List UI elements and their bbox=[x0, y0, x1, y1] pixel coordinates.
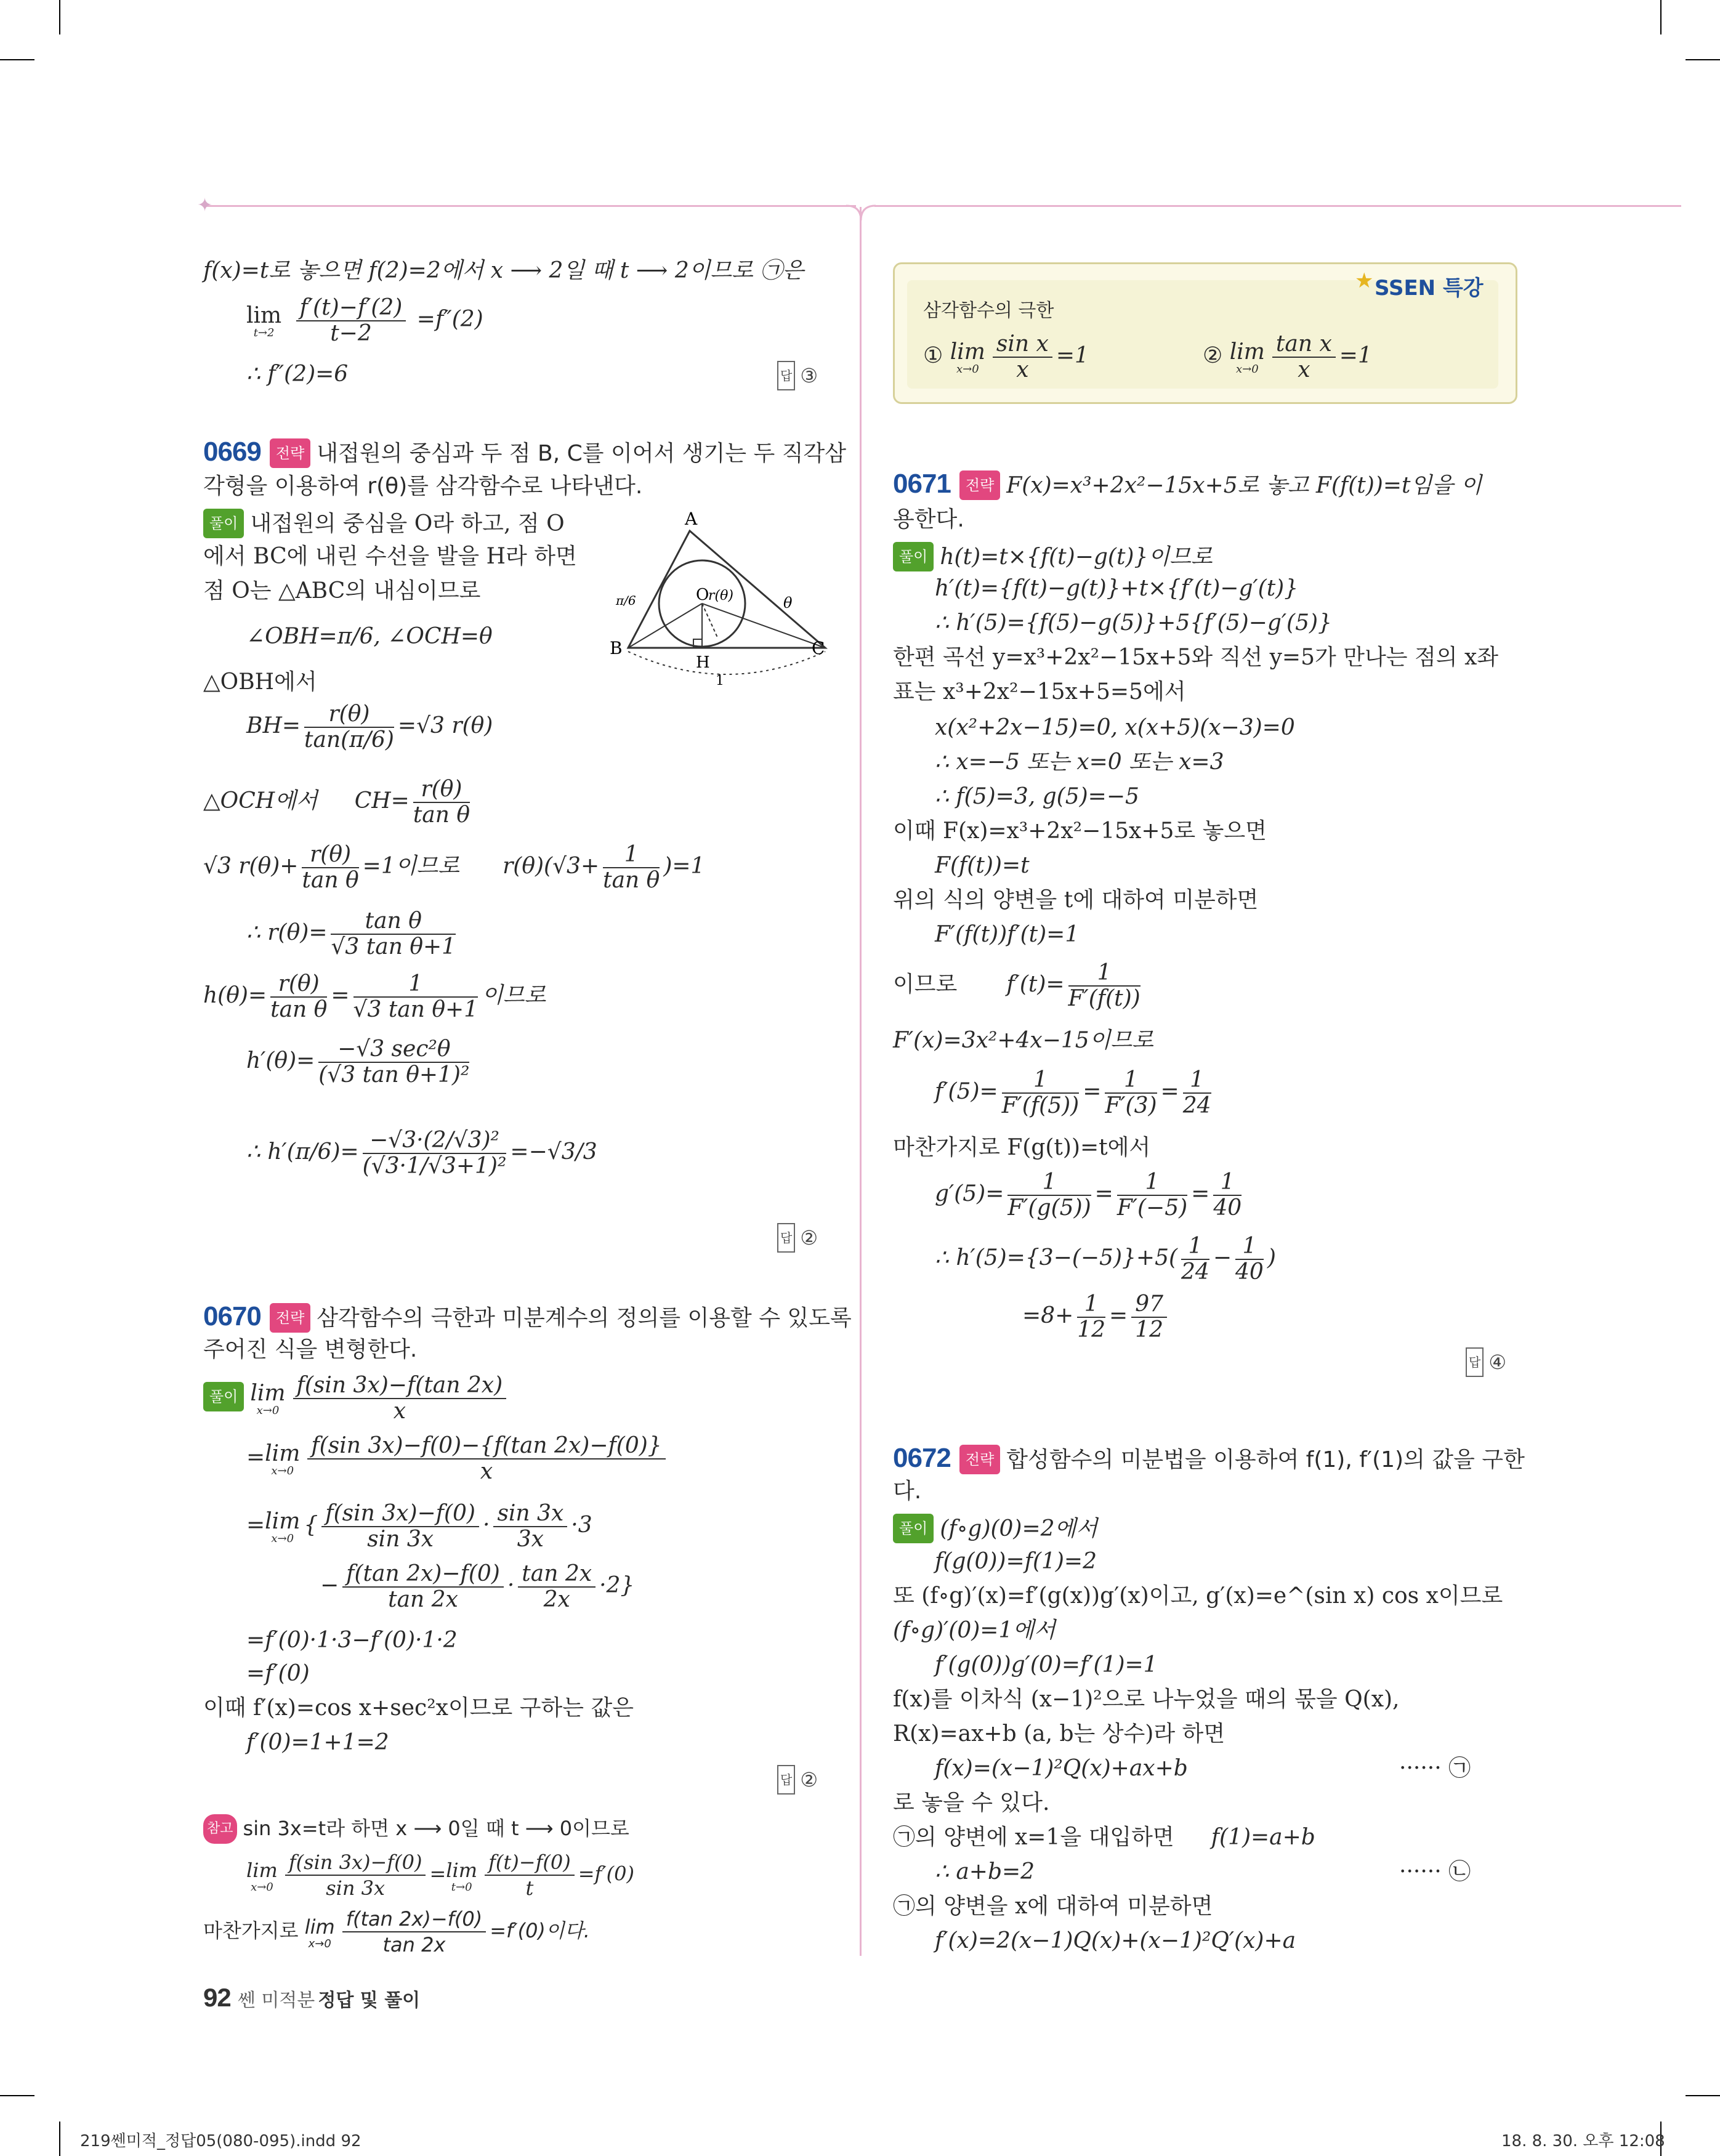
problem-0670-note1: 참고 sin 3x=t라 하면 x ⟶ 0일 때 t ⟶ 0이므로 bbox=[203, 1814, 629, 1844]
problem-0671-r6: x(x²+2x−15)=0, x(x+5)(x−3)=0 bbox=[935, 715, 1295, 740]
problem-0670-line7: 이때 f′(x)=cos x+sec²x이므로 구하는 값은 bbox=[203, 1695, 634, 1721]
problem-0671-r18: ∴ h′(5)={3−(−5)}+5( $\frac{1}{24}$ − $\frac{1}{40}$ ) bbox=[935, 1233, 1276, 1285]
problem-0671-r11: 위의 식의 양변을 t에 대하여 미분하면 bbox=[893, 887, 1259, 913]
problem-0672-q11: ∴ a+b=2 bbox=[935, 1859, 1035, 1884]
problem-0669-r: ∴ r(θ)= $\frac{\text{tan θ}}{\text{√3 tan θ+1}}$ bbox=[246, 908, 456, 959]
label-pi6: π/6 bbox=[616, 593, 636, 608]
page-footer bbox=[203, 1983, 420, 2013]
problem-0672-q4: (f∘g)′(0)=1에서 bbox=[893, 1618, 1056, 1643]
top-rule-right bbox=[874, 205, 1681, 207]
problem-0670-line2: = lim x→0 $\frac{f(\sin 3x)-f(0)-\{f(\tan 2x)-f(0)\}}{x}$ bbox=[246, 1434, 669, 1484]
star-icon: ✦ bbox=[197, 195, 213, 216]
answer-badge: 답 ④ bbox=[1466, 1347, 1506, 1377]
problem-0669-sol2: 에서 BC에 내린 수선을 발을 H라 하면 bbox=[203, 544, 577, 569]
star-icon: ★ bbox=[1355, 268, 1374, 293]
problem-0672-q13: f′(x)=2(x−1)Q(x)+(x−1)²Q′(x)+a bbox=[935, 1928, 1296, 1953]
problem-0671-r9: 이때 F(x)=x³+2x²−15x+5로 놓으면 bbox=[893, 818, 1267, 844]
problem-0671-r15: f′(5)= $\frac{1}{F'(f(5))}$ = $\frac{1}{F'(3)}$ = $\frac{1}{24}$ bbox=[935, 1067, 1211, 1118]
problem-0671-r19: =8+ $\frac{1}{12}$ = $\frac{97}{12}$ bbox=[1022, 1292, 1171, 1342]
problem-0669-obh: △OBH에서 bbox=[203, 669, 317, 695]
incircle-triangle-figure bbox=[610, 506, 831, 691]
problem-0670-line1: 풀이 lim x→0 $\frac{f(\sin 3x)-f(\tan 2x)}{x}$ bbox=[203, 1373, 510, 1424]
problem-0672-q12: ㉠의 양변을 x에 대하여 미분하면 bbox=[893, 1894, 1213, 1919]
label-theta: θ bbox=[783, 594, 793, 612]
problem-0672-q10: ㉠의 양변에 x=1을 대입하면 f(1)=a+b bbox=[893, 1825, 1315, 1850]
problem-0672-q5: f′(g(0))g′(0)=f′(1)=1 bbox=[935, 1652, 1158, 1678]
problem-0671-header: 0671 전략 F(x)=x³+2x²−15x+5로 놓고 F(f(t))=t임을 이 bbox=[893, 469, 1482, 499]
problem-0672-header: 0672 전략 합성함수의 미분법을 이용하여 f(1), f′(1)의 값을 구한 bbox=[893, 1443, 1525, 1473]
problem-0670-line3: = lim x→0 { $\frac{f(\sin 3x)-f(0)}{\sin 3x}$ · $\frac{\sin 3x}{3x}$ ·3 bbox=[246, 1501, 592, 1552]
problem-0672-q6: f(x)를 이차식 (x−1)²으로 나누었을 때의 몫을 Q(x), bbox=[893, 1687, 1400, 1712]
problem-0669-result: ∴ h′(π/6)= $\frac{\text{−√3·(2/√3)²}}{\text{(√3·1/√3+1)²}}$ =−√3/3 bbox=[246, 1128, 597, 1179]
problem-0669-hprime: h′(θ)= −√3 sec²θ (√3 tan θ+1)² bbox=[246, 1036, 470, 1088]
problem-0671-r17: g′(5)= $\frac{1}{F'(g(5))}$ = $\frac{1}{F'(-5)}$ = $\frac{1}{40}$ bbox=[935, 1169, 1242, 1221]
problem-0672-q2: f(g(0))=f(1)=2 bbox=[935, 1549, 1097, 1574]
column-divider bbox=[860, 207, 862, 1956]
problem-0672-q1: 풀이 (f∘g)(0)=2에서 bbox=[893, 1514, 1097, 1543]
divider-curl bbox=[844, 197, 878, 222]
problem-0670-note2: lim x→0 $\frac{f(\sin 3x)-f(0)}{\sin 3x}$ = lim t→0 $\frac{f(t)-f(0)}{t}$ =f′(0) bbox=[246, 1851, 634, 1900]
problem-0671-r5: 표는 x³+2x²−15x+5=5에서 bbox=[893, 679, 1186, 705]
problem-0672-mark2: ······ ㉡ bbox=[1399, 1859, 1471, 1884]
print-file: 219쎈미적_정답05(080-095).indd 92 bbox=[80, 2132, 361, 2150]
problem-0671-r14: F′(x)=3x²+4x−15이므로 bbox=[893, 1028, 1154, 1053]
problem-0669-bh: BH= $\frac{r(\theta)}{\tan(\pi/6)}$ =√3 r(θ) bbox=[246, 701, 493, 753]
tip-formula-tan: ② lim x→0 $\frac{\text{tan x}}{x}$ =1 bbox=[1203, 331, 1372, 382]
problem-0670-line6: =f′(0) bbox=[246, 1661, 310, 1686]
problem-0670-strategy2: 주어진 식을 변형한다. bbox=[203, 1337, 418, 1362]
label-c: C bbox=[812, 638, 825, 658]
problem-0670-line5: =f′(0)·1·3−f′(0)·1·2 bbox=[246, 1628, 458, 1653]
label-o: O bbox=[696, 586, 709, 604]
problem-0672-q9: 로 놓을 수 있다. bbox=[893, 1790, 1050, 1815]
problem-0672-q3: 또 (f∘g)′(x)=f′(g(x))g′(x)이고, g′(x)=e^(sin x) cos x이므로 bbox=[893, 1583, 1503, 1609]
base-arc bbox=[628, 652, 825, 674]
problem-0670-line4: − $\frac{f(\tan 2x)-f(0)}{\tan 2x}$ · $\frac{\tan 2x}{2x}$ ·2} bbox=[320, 1561, 635, 1612]
left-top-line1: f(x)=t로 놓으면 f(2)=2에서 x ⟶ 2일 때 t ⟶ 2이므로 ㉠은 bbox=[203, 258, 804, 283]
problem-0671-r8: ∴ f(5)=3, g(5)=−5 bbox=[935, 784, 1139, 809]
problem-0670-line8: f′(0)=1+1=2 bbox=[246, 1730, 389, 1755]
problem-0671-r7: ∴ x=−5 또는 x=0 또는 x=3 bbox=[935, 749, 1224, 775]
problem-0669-h: h(θ)= $\frac{r(\theta)}{\text{tan θ}}$ = $\frac{1}{\text{√3 tan θ+1}}$ 이므로 bbox=[203, 971, 546, 1022]
answer-badge: 답 ② bbox=[777, 1223, 818, 1253]
problem-0671-r3: ∴ h′(5)={f(5)−g(5)}+5{f′(5)−g′(5)} bbox=[935, 610, 1332, 636]
problem-0671-r2: h′(t)={f(t)−g(t)}+t×{f′(t)−g′(t)} bbox=[935, 576, 1299, 601]
problem-0672-q7: R(x)=ax+b (a, b는 상수)라 하면 bbox=[893, 1721, 1225, 1746]
problem-0672-q8: f(x)=(x−1)²Q(x)+ax+b bbox=[935, 1756, 1188, 1781]
ssen-badge: SSEN 특강 bbox=[1375, 276, 1484, 301]
title-mark: 쎈 미적분 bbox=[237, 1990, 315, 2011]
problem-0669-sol1: 풀이 내접원의 중심을 O라 하고, 점 O bbox=[203, 509, 565, 538]
label-a: A bbox=[685, 509, 698, 529]
tip-title: 삼각함수의 극한 bbox=[923, 300, 1054, 321]
problem-0669-sum: √3 r(θ)+ $\frac{r(\theta)}{\text{tan θ}}$ =1이므로 r(θ)(√3+ $\frac{1}{\text{tan θ}}$ )=1 bbox=[203, 842, 705, 893]
answer-badge: 답 ② bbox=[777, 1765, 818, 1795]
footer-label: 정답 및 풀이 bbox=[318, 1990, 421, 2011]
problem-0669-sol3: 점 O는 △ABC의 내심이므로 bbox=[203, 578, 481, 604]
problem-0669-ch: △OCH에서 CH= $\frac{r(\theta)}{\text{tan θ}}$ bbox=[203, 777, 470, 828]
problem-0672-mark1: ······ ㉠ bbox=[1399, 1756, 1471, 1781]
oc-segment bbox=[702, 604, 825, 648]
problem-0671-r16: 마찬가지로 F(g(t))=t에서 bbox=[893, 1135, 1151, 1160]
answer-badge: 답 ③ bbox=[777, 361, 818, 390]
problem-0669-header: 0669 전략 내접원의 중심과 두 점 B, C를 이어서 생기는 두 직각삼 bbox=[203, 437, 847, 467]
problem-0670-note3: 마찬가지로 lim x→0 $\frac{f(\tan 2x)-f(0)}{\tan 2x}$ =f′(0)이다. bbox=[203, 1907, 590, 1956]
problem-0671-r10: F(f(t))=t bbox=[935, 853, 1030, 878]
label-one: 1 bbox=[716, 673, 724, 688]
left-top-conclusion: ∴ f″(2)=6 bbox=[246, 361, 349, 387]
top-rule-left bbox=[203, 205, 856, 207]
label-b: B bbox=[610, 638, 623, 658]
problem-0670-header: 0670 전략 삼각함수의 극한과 미분계수의 정의를 이용할 수 있도록 bbox=[203, 1301, 852, 1331]
tip-formula-sin: ① lim x→0 $\frac{\text{sin x}}{x}$ =1 bbox=[923, 331, 1089, 382]
page-number: 92 bbox=[203, 1983, 231, 2012]
label-r: r(θ) bbox=[708, 588, 733, 604]
problem-0672-strategy2: 다. bbox=[893, 1479, 922, 1504]
problem-0671-r1: 풀이 h(t)=t×{f(t)−g(t)}이므로 bbox=[893, 542, 1213, 571]
problem-0669-angles: ∠OBH=π/6, ∠OCH=θ bbox=[246, 624, 493, 649]
left-top-limit: lim t→2 $\frac{f'(t)-f'(2)}{t-2}$ =f″(2) bbox=[246, 295, 483, 346]
problem-0671-r12: F′(f(t))f′(t)=1 bbox=[935, 922, 1080, 947]
problem-0671-r4: 한편 곡선 y=x³+2x²−15x+5와 직선 y=5가 만나는 점의 x좌 bbox=[893, 645, 1499, 670]
problem-0671-r13: 이므로 f′(t)= $\frac{1}{F'(f(t))}$ bbox=[893, 960, 1141, 1011]
print-date: 18. 8. 30. 오후 12:08 bbox=[1501, 2132, 1665, 2150]
problem-0671-strategy2: 용한다. bbox=[893, 507, 964, 532]
problem-0669-strategy2: 각형을 이용하여 r(θ)를 삼각함수로 나타낸다. bbox=[203, 474, 643, 499]
label-h: H bbox=[696, 653, 710, 672]
